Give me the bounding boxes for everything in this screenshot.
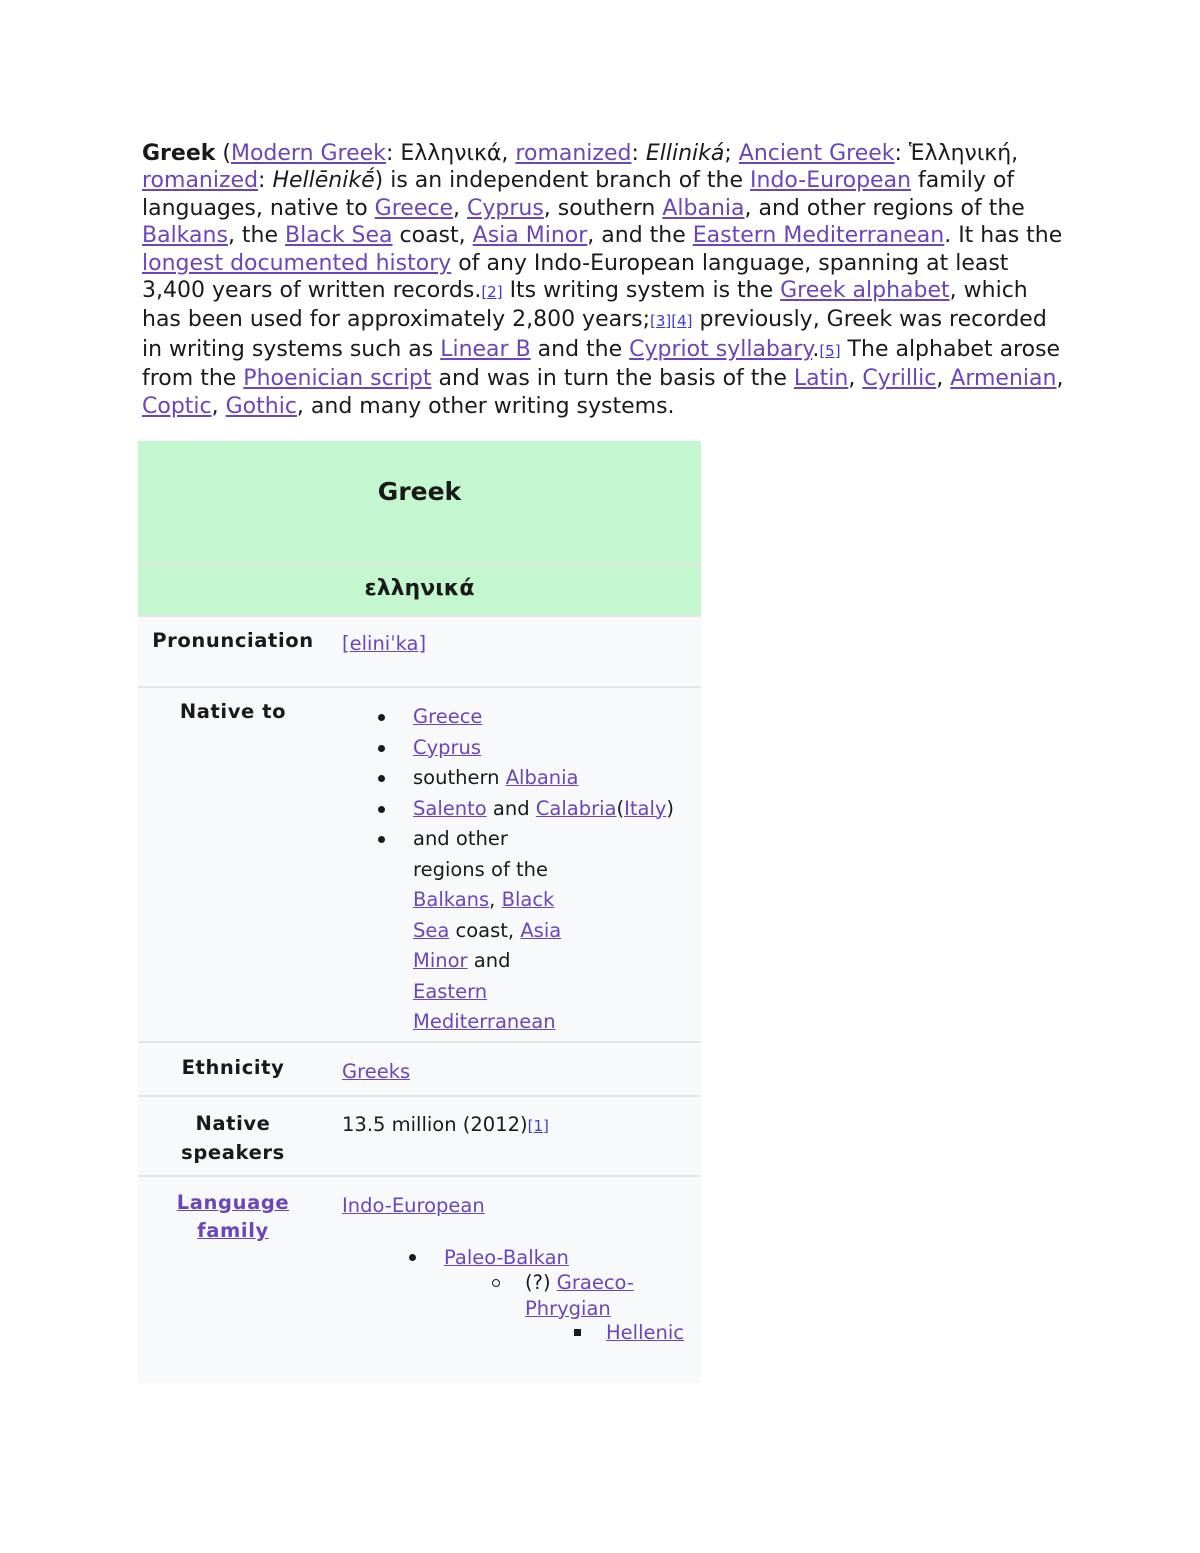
- text: : Ελληνικά,: [385, 141, 516, 166]
- text: Its writing system is the: [502, 278, 781, 304]
- text: .: [812, 336, 820, 362]
- language-family-label: [163, 1189, 303, 1245]
- armenian-link[interactable]: Armenian: [950, 366, 1057, 392]
- ethnicity-value: [342, 1057, 687, 1088]
- citation-2-link[interactable]: [2]: [481, 283, 503, 302]
- calabria-link[interactable]: Calabria: [535, 796, 617, 820]
- modern-greek-link[interactable]: Modern Greek: [230, 141, 386, 166]
- coptic-link[interactable]: Coptic: [142, 393, 212, 419]
- salento-link[interactable]: Salento: [413, 796, 487, 820]
- text: ): [666, 796, 675, 820]
- cyprus-link[interactable]: Cyprus: [413, 735, 482, 759]
- text: coast,: [449, 918, 521, 942]
- romanized-link[interactable]: romanized: [142, 168, 259, 194]
- language-family-link[interactable]: Language family: [176, 1191, 290, 1242]
- text: and: [467, 949, 511, 972]
- native-speakers-label: Native speakers: [181, 1112, 285, 1164]
- text: and other regions of the: [413, 827, 549, 881]
- albania-link[interactable]: Albania: [505, 766, 579, 789]
- text: of any Indo-European language, spanning at least 3,400 years of written records.: [142, 250, 1009, 304]
- text: (?): [525, 1271, 557, 1294]
- citation-1-link[interactable]: [1]: [527, 1117, 549, 1135]
- native-to-row: [138, 686, 701, 1041]
- text: ) is an independent branch of the: [374, 168, 751, 194]
- longest-documented-history-link[interactable]: longest documented history: [142, 250, 452, 276]
- citation-3-link[interactable]: [3]: [650, 312, 672, 331]
- text: , and other regions of the: [744, 195, 1025, 221]
- paleo-balkan-link[interactable]: Paleo-Balkan: [444, 1246, 569, 1269]
- graeco-phrygian-link[interactable]: Graeco-Phrygian: [525, 1271, 634, 1320]
- albania-link[interactable]: Albania: [662, 195, 745, 221]
- cypriot-syllabary-link[interactable]: Cypriot syllabary: [629, 336, 813, 362]
- greek-alphabet-link[interactable]: Greek alphabet: [780, 278, 950, 304]
- language-family-value: [342, 1191, 687, 1381]
- infobox-native-name-text: ελληνικά: [364, 576, 475, 601]
- text: and was in turn the basis of the: [431, 366, 794, 392]
- gothic-link[interactable]: Gothic: [225, 393, 297, 419]
- text: , the: [227, 223, 286, 249]
- ancient-greek-link[interactable]: Ancient Greek: [738, 141, 895, 166]
- text: ,: [211, 393, 226, 419]
- native-to-list: [342, 702, 687, 1038]
- balkans-link[interactable]: Balkans: [142, 223, 228, 249]
- text: ,: [452, 195, 467, 221]
- text: :: [258, 168, 273, 194]
- asia-minor-link[interactable]: Asia Minor: [472, 223, 588, 249]
- greece-link[interactable]: Greece: [413, 705, 483, 728]
- italy-link[interactable]: Italy: [624, 796, 667, 820]
- text: ,: [1056, 366, 1064, 392]
- text: The alphabet arose from the: [142, 336, 1061, 392]
- ethnicity-row: [138, 1041, 701, 1095]
- native-to-label: Native to: [179, 700, 287, 723]
- list-item: [342, 733, 687, 764]
- greece-link[interactable]: Greece: [374, 195, 453, 221]
- greeks-link[interactable]: Greeks: [342, 1060, 411, 1083]
- latin-link[interactable]: Latin: [793, 366, 849, 392]
- text: and: [486, 796, 536, 820]
- native-speakers-value: [342, 1110, 687, 1142]
- article-title-word: Greek: [142, 141, 216, 166]
- text: and the: [530, 336, 630, 362]
- language-infobox: [138, 441, 701, 1383]
- native-speakers-count: 13.5 million (2012): [342, 1113, 528, 1136]
- eastern-mediterranean-link[interactable]: Eastern Mediterranean: [413, 979, 556, 1033]
- romanized-link[interactable]: romanized: [515, 141, 632, 166]
- infobox-native-name: [138, 563, 701, 615]
- native-speakers-row: [138, 1095, 701, 1175]
- text: ,: [936, 366, 951, 392]
- text: . It has the: [944, 223, 1063, 249]
- list-item: [342, 794, 687, 825]
- phoenician-script-link[interactable]: Phoenician script: [243, 366, 432, 392]
- infobox-title-text: Greek: [377, 477, 462, 506]
- list-item: [342, 763, 687, 794]
- text: ,: [489, 888, 502, 911]
- black-sea-link[interactable]: Black Sea: [285, 223, 393, 249]
- text: (: [616, 796, 625, 820]
- text: , and many other writing systems.: [296, 393, 675, 419]
- list-item: [342, 702, 687, 733]
- text: southern: [413, 766, 506, 789]
- text: , and the: [587, 223, 693, 249]
- infobox-title: [138, 441, 701, 563]
- romanization-modern: Elliniká: [645, 141, 725, 166]
- citation-4-link[interactable]: [4]: [671, 312, 693, 331]
- ethnicity-label: Ethnicity: [181, 1056, 285, 1079]
- pronunciation-label: Pronunciation: [152, 629, 314, 652]
- pronunciation-row: [138, 615, 701, 686]
- black-sea-link[interactable]: Black Sea: [413, 888, 555, 942]
- ipa-pronunciation-link[interactable]: [eliniˈka]: [342, 632, 427, 655]
- hellenic-link[interactable]: Hellenic: [606, 1321, 684, 1344]
- text: (: [215, 141, 231, 166]
- linear-b-link[interactable]: Linear B: [440, 336, 531, 362]
- text: previously, Greek was recorded in writing systems such as: [142, 307, 1047, 362]
- text: , which has been used for approximately 2,800 years;: [142, 278, 1028, 333]
- asia-minor-link[interactable]: Asia Minor: [413, 918, 562, 972]
- language-family-row: [138, 1175, 701, 1383]
- text: :: [631, 141, 646, 166]
- cyprus-link[interactable]: Cyprus: [466, 195, 544, 221]
- indo-european-link[interactable]: Indo-European: [750, 168, 912, 194]
- text: ;: [724, 141, 739, 166]
- romanization-ancient: Hellēnikḗ: [272, 168, 375, 194]
- hellenic-item: [606, 1320, 686, 1346]
- text: family of languages, native to: [142, 168, 1015, 221]
- cyrillic-link[interactable]: Cyrillic: [862, 366, 937, 392]
- pronunciation-value: [342, 629, 687, 660]
- native-to-value: [342, 702, 687, 1038]
- text: : Ἑλληνική,: [894, 141, 1019, 166]
- graeco-phrygian-item: [525, 1270, 655, 1322]
- text: , southern: [543, 195, 663, 221]
- citation-5-link[interactable]: [5]: [819, 341, 841, 360]
- indo-european-link[interactable]: Indo-European: [342, 1194, 485, 1217]
- text: ,: [848, 366, 863, 392]
- text: coast,: [392, 223, 473, 249]
- balkans-link[interactable]: Balkans: [413, 888, 490, 911]
- paleo-balkan-item: [444, 1243, 594, 1274]
- list-item: [342, 824, 687, 1038]
- intro-paragraph: [142, 140, 1067, 420]
- eastern-mediterranean-link[interactable]: Eastern Mediterranean: [692, 223, 945, 249]
